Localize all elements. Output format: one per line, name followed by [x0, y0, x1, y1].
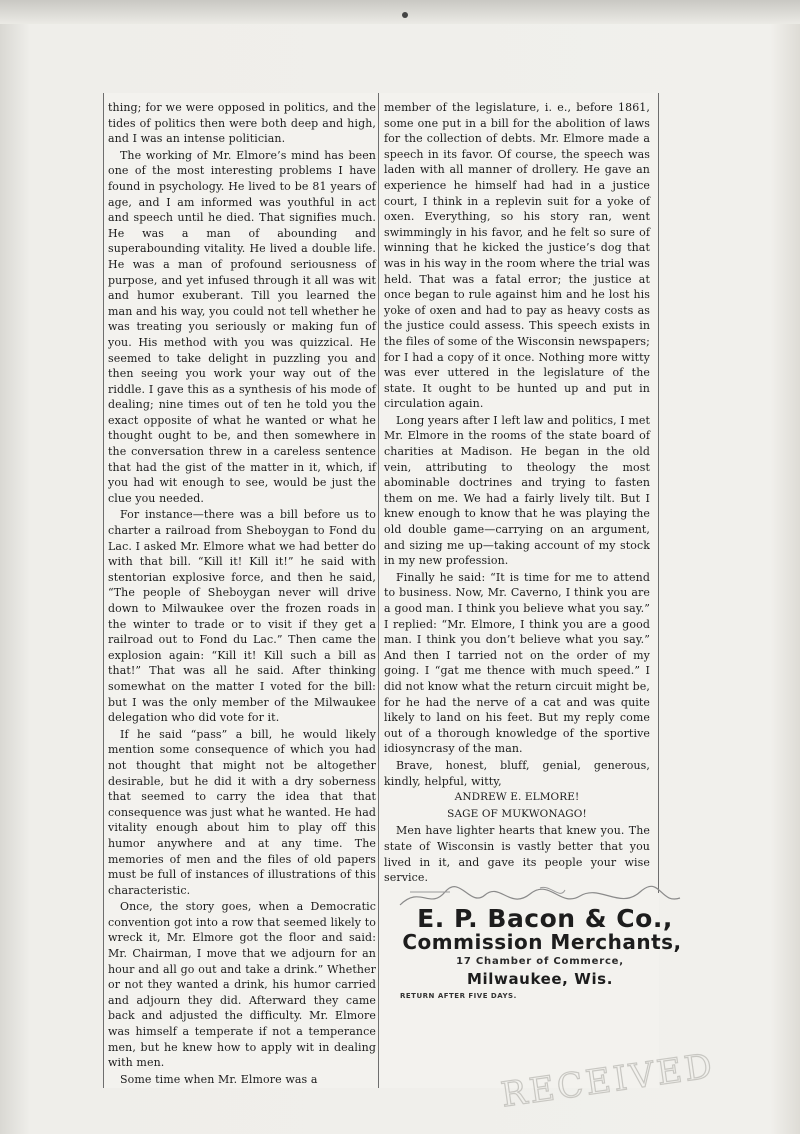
- paragraph: If he said “pass” a bill, he would likely mention some consequence of which you had not thought that might not be altogether desirable, but he did it with a dry soberness that seemed to carry the idea that that consequence was just what he wanted. He had vitality enough about him to play off this humor anywhere and at any time. The memories of men and the files of old papers must be full of instances of illustrations of this characteristic.: [108, 727, 376, 897]
- closing-name-line: ANDREW E. ELMORE!: [454, 791, 580, 804]
- punch-hole: [402, 12, 408, 18]
- paragraph: For instance—there was a bill before us to charter a railroad from Sheboygan to Fond du Lac. I asked Mr. Elmore what we had better do with that bill. “Kill it! Kill it!” he said with stentorian explosive force, and then he said, “The people of Sheboygan never will drive down to Milwaukee over the frozen roads in the winter to trade or to visit if they get a railroad out to Fond du Lac.” Then came the explosion again: “Kill it! Kill such a bill as that!” That was all he said. After thinking somewhat on the matter I voted for the bill: but I was the only member of the Milwaukee delegation who did vote for it.: [108, 508, 376, 725]
- article-column-right: [384, 100, 650, 887]
- paragraph: thing; for we were opposed in politics, and the tides of politics then were both deep and high, and I was an intense politician.: [108, 101, 376, 146]
- company-name: E. P. Bacon & Co.,: [417, 904, 673, 933]
- paragraph: member of the legislature, i. e., before 1861, some one put in a bill for the abolition of laws for the collection of debts. Mr. Elmore made a speech in its favor. Of course, the speech was laden with all manner of drollery. He gave an experience he himself had had in a justice court, I think in a replevin suit for a yoke of oxen. Everything, so his story ran, went swimmingly in his favor, and he felt so sure of winning that he kicked the justice’s dog that was in his way in the room where the trial was held. That was a fatal error; the justice at once began to rule against him and he lost his yoke of oxen and had to pay as heavy costs as the justice could assess. This speech exists in the files of some of the Wisconsin newspapers; for I had a copy of it once. Nothing more witty was ever uttered in the legislature of the state. It ought to be hunted up and put in circulation again.: [384, 101, 650, 411]
- paragraph: The working of Mr. Elmore’s mind has been one of the most interesting problems I have found in psychology. He lived to be 81 years of age, and I am informed was youthful in act and speech until he died. That signifies much. He was a man of abounding and superabounding vitality. He lived a double life. He was a man of profound seriousness of purpose, and yet infused through it all was wit and humor exuberant. Till you learned the man and his way, you could not tell whether he was treating you seriously or making fun of you. His method with you was quizzical. He seemed to take delight in puzzling you and then seeing you work your way out of the riddle. I gave this as a synthesis of his mode of dealing; nine times out of ten he told you the exact opposite of what he wanted or what he thought ought to be, and then somewhere in the conversation threw in a careless sentence that had the gist of the matter in it, which, if you had wit enough to see, would be just the clue you needed.: [108, 148, 376, 505]
- closing-title-line: SAGE OF MUKWONAGO!: [447, 807, 587, 820]
- paragraph: Once, the story goes, when a Democratic convention got into a row that seemed likely to wreck it, Mr. Elmore got the floor and said: Mr. Chairman, I move that we adjourn for an hour and all go out and take a drink.” Whether or not they wanted a drink, his humor carried and adjourn they did. Afterward they came back and adjusted the difficulty. Mr. Elmore was himself a temperate if not a temperance men, but he knew how to apply wit in dealing with men.: [108, 900, 376, 1070]
- column-divider: [378, 93, 379, 1088]
- scan-top-edge: [0, 0, 800, 24]
- paragraph: Some time when Mr. Elmore was a: [120, 1072, 318, 1086]
- paragraph: Finally he said: “It is time for me to attend to business. Now, Mr. Caverno, I think you are a good man. I think you believe what you say.” I replied: “Mr. Elmore, I think you are a good man. I think you don’t believe what you say.” And then I tarried not on the order of my going. I “gat me thence with much speed.” I did not know what the return circuit might be, for he had the nerve of a cat and was quite likely to land on his feet. But my reply come out of a thorough knowledge of the sportive idiosyncrasy of the man.: [384, 570, 650, 756]
- return-note: RETURN AFTER FIVE DAYS.: [400, 992, 517, 1000]
- received-stamp: [490, 1040, 718, 1120]
- svg-text:RECEIVED: RECEIVED: [498, 1046, 718, 1116]
- clipping-left-edge: [103, 93, 104, 1088]
- company-city: Milwaukee, Wis.: [466, 970, 614, 988]
- company-address: 17 Chamber of Commerce,: [456, 956, 624, 967]
- final-paragraph: Men have lighter hearts that knew you. The state of Wisconsin is vastly better that you lived in it, and gave its people your wise service.: [384, 824, 650, 885]
- paragraph: Brave, honest, bluff, genial, generous, kindly, helpful, witty,: [384, 758, 650, 788]
- article-column-left: [108, 100, 376, 1088]
- company-business: Commission Merchants,: [402, 930, 682, 954]
- paragraph: Long years after I left law and politics, I met Mr. Elmore in the rooms of the state board of charities at Madison. He began in the old vein, attributing to theology the most abominable doctrines and trying to fasten them on me. We had a fairly lively tilt. But I knew enough to know that he was playing the old double game—carrying on an argument, and sizing me up—taking account of my stock in my new profession.: [384, 413, 650, 568]
- clipping-right-edge: [658, 93, 659, 893]
